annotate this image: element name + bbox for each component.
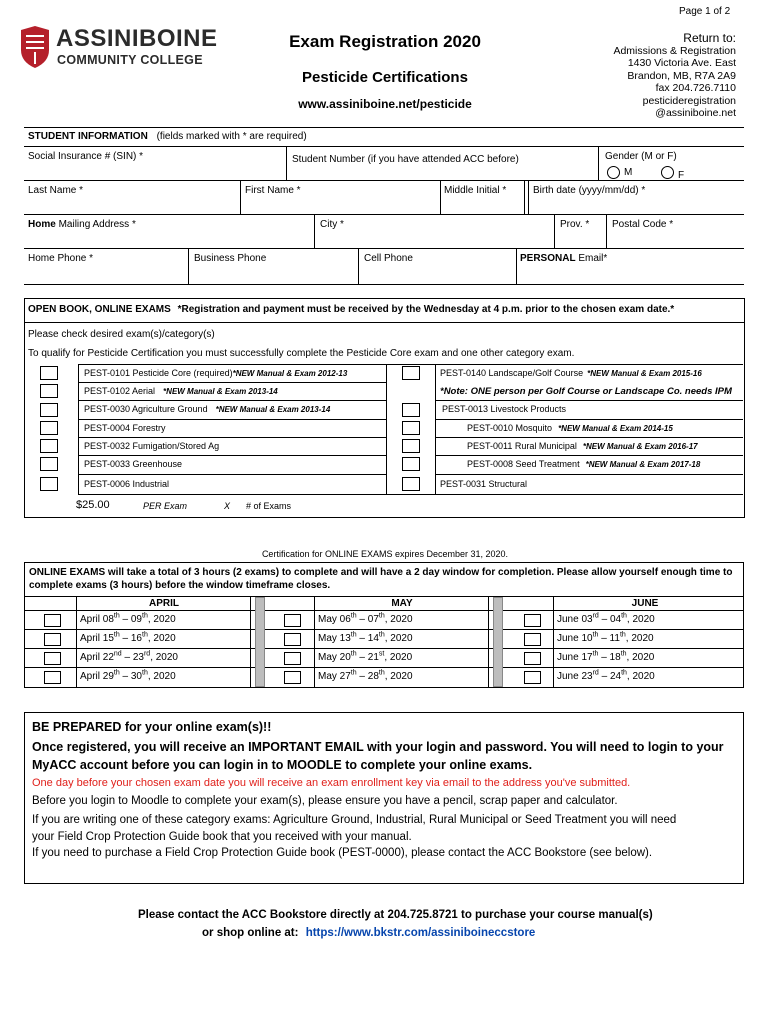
- exam-checkbox-pest-0031[interactable]: [402, 477, 420, 491]
- postal-code-field[interactable]: Postal Code *: [612, 219, 674, 230]
- exam-date: [80, 614, 176, 625]
- date-suffix: th: [350, 650, 357, 658]
- exam-checkbox-pest-0102[interactable]: [40, 384, 58, 398]
- page-number: Page 1 of 2: [679, 6, 731, 17]
- date-suffix: th: [113, 612, 120, 620]
- date-year: , 2020: [625, 633, 654, 644]
- mailing-address-label: Mailing Address *: [55, 219, 136, 230]
- prepared-guide-note: If you are writing one of these category exams: Agriculture Ground, Industrial, Rural Municipal or Seed Treatment you will need your Field Crop Protection Guide book that you received with your manual.: [32, 814, 677, 843]
- exam-label: PEST-0011 Rural Municipal: [467, 441, 577, 451]
- exam-date: [557, 614, 655, 625]
- date-year: , 2020: [150, 652, 178, 663]
- exam-checkbox-pest-0030[interactable]: [40, 403, 58, 417]
- exam-checkbox-pest-0140[interactable]: [402, 366, 420, 380]
- date-suffix: rd: [592, 612, 599, 620]
- date-suffix: th: [350, 631, 357, 639]
- exam-option: [84, 479, 169, 489]
- logo-subtitle: COMMUNITY COLLEGE: [57, 53, 203, 67]
- exam-label: PEST-0101 Pesticide Core (required): [84, 368, 233, 378]
- date-checkbox-june-3[interactable]: [524, 652, 541, 665]
- province-field[interactable]: Prov. *: [560, 219, 590, 230]
- date-suffix: th: [142, 669, 148, 677]
- date-suffix: th: [142, 631, 148, 639]
- date-start: April 22: [80, 652, 114, 663]
- exam-note: *NEW Manual & Exam 2016-17: [582, 442, 698, 451]
- prepared-enrollment-key-note: One day before your chosen exam date you will receive an exam enrollment key via email to the address you've submitted.: [32, 777, 631, 789]
- sin-field[interactable]: Social Insurance # (SIN) *: [28, 151, 144, 162]
- exams-deadline-note: *Registration and payment must be received by the Wednesday at 4 p.m. prior to the chosen exam date.*: [177, 304, 675, 315]
- exam-date: [80, 671, 176, 682]
- exam-date: [80, 633, 176, 644]
- logo-wordmark: ASSINIBOINE: [56, 25, 218, 52]
- exam-label: PEST-0010 Mosquito: [467, 423, 553, 433]
- exam-date: [318, 671, 413, 682]
- date-end: – 24: [598, 671, 622, 682]
- exam-option: [84, 368, 347, 378]
- date-suffix: th: [113, 669, 120, 677]
- bookstore-contact: Please contact the ACC Bookstore directly at 204.725.8721 to purchase your course manual(s): [138, 909, 653, 921]
- date-end: – 04: [598, 614, 622, 625]
- date-suffix: st: [378, 650, 385, 658]
- exam-option: [467, 459, 700, 469]
- return-line: 1430 Victoria Ave. East: [627, 57, 736, 69]
- date-start: June 23: [557, 671, 593, 682]
- return-line: fax 204.726.7110: [655, 82, 736, 94]
- num-exams-label: # of Exams: [246, 501, 292, 511]
- return-to-label: Return to:: [683, 31, 736, 45]
- exam-checkbox-pest-0006[interactable]: [40, 477, 58, 491]
- exam-date: [557, 671, 655, 682]
- exam-option: [84, 423, 166, 433]
- exam-option: [467, 441, 698, 451]
- date-checkbox-may-4[interactable]: [284, 671, 301, 684]
- separator-bar: [255, 597, 265, 687]
- ipm-note: *Note: ONE person per Golf Course or Landscape Co. needs IPM: [440, 386, 732, 397]
- exams-heading-row: [28, 304, 674, 315]
- date-checkbox-april-4[interactable]: [44, 671, 61, 684]
- gender-label: Gender (M or F): [605, 151, 677, 162]
- website-url: www.assiniboine.net/pesticide: [298, 97, 472, 111]
- date-end: – 28: [356, 671, 379, 682]
- date-suffix: th: [378, 631, 385, 639]
- month-may: MAY: [391, 598, 413, 609]
- exam-label: PEST-0032 Fumigation/Stored Ag: [84, 441, 220, 451]
- date-suffix: rd: [143, 650, 151, 658]
- date-start: June 17: [557, 652, 593, 663]
- exam-label: PEST-0102 Aerial: [84, 386, 156, 396]
- exam-checkbox-pest-0101[interactable]: [40, 366, 58, 380]
- email-field[interactable]: [520, 253, 607, 264]
- date-start: April 08: [80, 614, 114, 625]
- per-exam-label: PER Exam: [143, 501, 188, 511]
- bookstore-link[interactable]: https://www.bkstr.com/assiniboineccstore: [305, 927, 536, 939]
- gender-f-radio[interactable]: [661, 166, 674, 179]
- exam-price: $25.00: [76, 499, 110, 511]
- date-end: – 30: [119, 671, 142, 682]
- gender-m-label: M: [624, 167, 633, 178]
- date-checkbox-may-3[interactable]: [284, 652, 301, 665]
- date-year: , 2020: [384, 633, 413, 644]
- birth-date-field[interactable]: Birth date (yyyy/mm/dd) *: [533, 185, 646, 196]
- exam-note: *NEW Manual & Exam 2013-14: [215, 405, 331, 414]
- last-name-field[interactable]: Last Name *: [28, 185, 84, 196]
- date-suffix: th: [113, 631, 120, 639]
- exam-date: [557, 633, 654, 644]
- separator-bar: [493, 597, 503, 687]
- date-checkbox-april-3[interactable]: [44, 652, 61, 665]
- date-suffix: th: [592, 631, 599, 639]
- exam-note: *NEW Manual & Exam 2014-15: [558, 424, 673, 433]
- date-start: June 10: [557, 633, 593, 644]
- home-phone-field[interactable]: Home Phone *: [28, 253, 94, 264]
- date-suffix: th: [621, 669, 627, 677]
- gender-f-label: F: [678, 170, 685, 181]
- exam-option: [84, 459, 182, 469]
- date-start: May 20: [318, 652, 351, 663]
- exam-note: *NEW Manual & Exam 2013-14: [163, 387, 278, 396]
- date-year: , 2020: [384, 614, 413, 625]
- exam-option: [442, 404, 566, 414]
- middle-initial-field[interactable]: Middle Initial *: [444, 185, 507, 196]
- date-start: April 29: [80, 671, 114, 682]
- exam-option: [84, 386, 278, 396]
- date-checkbox-june-2[interactable]: [524, 633, 541, 646]
- page-title: Exam Registration 2020: [289, 32, 481, 51]
- college-logo-icon: [17, 24, 53, 70]
- date-end: – 09: [119, 614, 142, 625]
- exam-checkbox-pest-0033[interactable]: [40, 457, 58, 471]
- student-number-field[interactable]: Student Number (if you have attended ACC before): [292, 154, 519, 165]
- date-year: , 2020: [384, 671, 413, 682]
- date-start: May 27: [318, 671, 351, 682]
- exams-heading: OPEN BOOK, ONLINE EXAMS: [28, 304, 171, 315]
- exam-option: [440, 479, 527, 489]
- month-april: APRIL: [149, 598, 179, 609]
- exam-option: [84, 441, 219, 451]
- return-line: pesticideregistration: [642, 94, 736, 107]
- date-start: May 13: [318, 633, 351, 644]
- exam-date: [318, 652, 412, 663]
- date-suffix: th: [592, 650, 599, 658]
- exam-option: [440, 368, 702, 378]
- date-start: April 15: [80, 633, 114, 644]
- exam-checkbox-pest-0008[interactable]: [402, 457, 420, 471]
- date-end: – 18: [598, 652, 621, 663]
- date-end: – 11: [598, 633, 620, 644]
- exam-label: PEST-0004 Forestry: [84, 423, 166, 433]
- exam-checkbox-pest-0011[interactable]: [402, 439, 420, 453]
- exam-instruction-2: To qualify for Pesticide Certification you must successfully complete the Pesticide Core exam and one other category exam.: [28, 348, 575, 359]
- date-year: , 2020: [384, 652, 413, 663]
- first-name-field[interactable]: First Name *: [245, 185, 301, 196]
- exam-instruction-1: Please check desired exam(s)/category(s): [28, 329, 215, 340]
- student-info-heading-row: [28, 131, 307, 142]
- date-suffix: th: [620, 650, 627, 658]
- required-note: (fields marked with * are required): [156, 131, 307, 142]
- return-address: [590, 32, 736, 120]
- date-end: – 21: [356, 652, 379, 663]
- exam-label: PEST-0140 Landscape/Golf Course: [440, 368, 584, 378]
- page-subtitle: Pesticide Certifications: [302, 69, 468, 86]
- date-year: , 2020: [626, 652, 655, 663]
- date-end: – 07: [356, 614, 379, 625]
- date-suffix: th: [619, 631, 626, 639]
- date-checkbox-may-1[interactable]: [284, 614, 301, 627]
- date-year: , 2020: [147, 671, 176, 682]
- exam-date: [318, 614, 413, 625]
- date-checkbox-april-2[interactable]: [44, 633, 61, 646]
- date-checkbox-may-2[interactable]: [284, 633, 301, 646]
- mailing-address-field[interactable]: [28, 219, 136, 230]
- date-suffix: th: [350, 669, 357, 677]
- date-end: – 23: [121, 652, 144, 663]
- exam-date: [557, 652, 654, 663]
- return-line: Brandon, MB, R7A 2A9: [627, 69, 736, 82]
- exam-label: PEST-0013 Livestock Products: [442, 404, 567, 414]
- exam-label: PEST-0008 Seed Treatment: [467, 459, 580, 469]
- exam-note: *NEW Manual & Exam 2017-18: [585, 460, 701, 469]
- exam-checkbox-pest-0032[interactable]: [40, 439, 58, 453]
- personal-bold-label: PERSONAL: [520, 253, 576, 264]
- business-phone-field[interactable]: Business Phone: [194, 253, 267, 264]
- exam-date: [80, 652, 178, 663]
- exam-date: [318, 633, 413, 644]
- date-suffix: th: [142, 612, 148, 620]
- month-june: JUNE: [631, 598, 659, 609]
- cell-phone-field[interactable]: Cell Phone: [364, 253, 413, 264]
- prepared-login-note: Once registered, you will receive an IMPORTANT EMAIL with your login and password. You will need to login to your MyACC account before you can login in to MOODLE to complete your online exams.: [32, 740, 724, 772]
- email-label: Email*: [575, 253, 608, 264]
- date-checkbox-june-1[interactable]: [524, 614, 541, 627]
- date-suffix: nd: [113, 650, 122, 658]
- date-suffix: th: [621, 612, 627, 620]
- schedule-intro: ONLINE EXAMS will take a total of 3 hours (2 exams) to complete and will have a 2 day window for completion. Please allow yourself enough time to complete exams (3 hours) before the window timeframe closes.: [29, 567, 733, 591]
- return-line: @assiniboine.net: [655, 107, 736, 119]
- date-checkbox-june-4[interactable]: [524, 671, 541, 684]
- exam-note: *NEW Manual & Exam 2012-13: [232, 369, 348, 378]
- exam-option: [84, 404, 330, 414]
- return-line: Admissions & Registration: [613, 44, 736, 57]
- date-checkbox-april-1[interactable]: [44, 614, 61, 627]
- date-end: – 14: [356, 633, 379, 644]
- times-label: X: [224, 501, 231, 511]
- prepared-supplies-note: Before you login to Moodle to complete your exam(s), please ensure you have a pencil, scrap paper and calculator.: [32, 795, 618, 807]
- date-start: June 03: [557, 614, 593, 625]
- prepared-heading: BE PREPARED for your online exam(s)!!: [32, 720, 272, 734]
- exam-note: *NEW Manual & Exam 2015-16: [587, 369, 702, 378]
- date-end: – 16: [119, 633, 142, 644]
- date-suffix: th: [350, 612, 357, 620]
- exam-label: PEST-0030 Agriculture Ground: [84, 404, 208, 414]
- gender-m-radio[interactable]: [607, 166, 620, 179]
- home-bold-label: Home: [28, 219, 56, 230]
- date-start: May 06: [318, 614, 351, 625]
- date-suffix: th: [378, 612, 385, 620]
- exam-label: PEST-0033 Greenhouse: [84, 459, 183, 469]
- exam-option: [467, 423, 673, 433]
- exam-label: PEST-0006 Industrial: [84, 479, 170, 489]
- student-info-heading: STUDENT INFORMATION: [28, 131, 148, 142]
- date-suffix: rd: [592, 669, 599, 677]
- exam-checkbox-pest-0013[interactable]: [402, 403, 420, 417]
- exam-checkbox-pest-0010[interactable]: [402, 421, 420, 435]
- exam-label: PEST-0031 Structural: [440, 479, 528, 489]
- prepared-purchase-note: If you need to purchase a Field Crop Protection Guide book (PEST-0000), please contact the ACC Bookstore (see below).: [32, 847, 653, 859]
- date-suffix: th: [378, 669, 385, 677]
- date-year: , 2020: [626, 671, 655, 682]
- bookstore-online-label: or shop online at:: [202, 927, 299, 939]
- city-field[interactable]: City *: [320, 219, 344, 230]
- bookstore-online-row: [202, 927, 535, 939]
- expiry-note: Certification for ONLINE EXAMS expires December 31, 2020.: [261, 549, 509, 559]
- date-year: , 2020: [147, 633, 176, 644]
- exam-checkbox-pest-0004[interactable]: [40, 421, 58, 435]
- date-year: , 2020: [147, 614, 176, 625]
- date-year: , 2020: [626, 614, 655, 625]
